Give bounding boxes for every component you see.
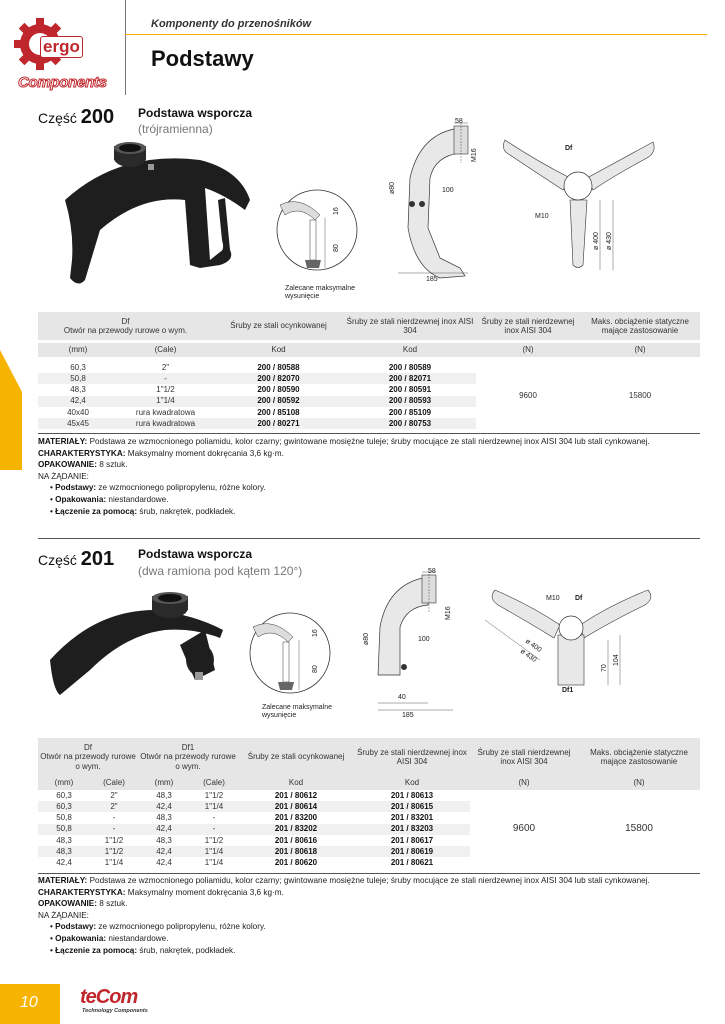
table-row: 60,3 2" 48,3 1"1/2 201 / 80612 201 / 80613 9600 15800 xyxy=(38,790,700,801)
dim-58: 58 xyxy=(455,118,463,125)
dim-80: 80 xyxy=(333,244,340,252)
dim-o430: ø 430 xyxy=(518,647,538,664)
part-201-heading xyxy=(38,548,114,571)
units-row: (mm) (Cale) Kod Kod (N) (N) xyxy=(38,343,700,357)
table-bottom-rule xyxy=(38,873,700,874)
part-201-detail-drawing xyxy=(245,605,335,705)
dim-100: 100 xyxy=(442,187,454,194)
part-200-detail-drawing xyxy=(275,180,360,285)
part-200-side-drawing xyxy=(380,118,485,288)
part-200-table xyxy=(38,312,700,429)
header-zinc: Śruby ze stali ocynkowanej xyxy=(213,312,344,340)
list-item: • Opakowania: niestandardowe. xyxy=(50,494,700,506)
category-label: Komponenty do przenośników xyxy=(151,18,312,30)
logo-components-text: Components xyxy=(18,74,107,91)
table-row: 48,3 1"1/2 200 / 80590 200 / 80591 xyxy=(70,385,432,395)
table-row: 50,8 - 48,3 - 201 / 83200 201 / 83201 xyxy=(56,813,434,823)
dim-16: 16 xyxy=(312,629,319,637)
table-row: 50,8 - 42,4 - 201 / 83202 201 / 83203 xyxy=(38,824,700,835)
dim-80: 80 xyxy=(312,665,319,673)
part-number: 201 xyxy=(80,548,115,570)
header-zinc: Śruby ze stali ocynkowanej xyxy=(238,738,354,776)
dim-o400: ø 400 xyxy=(593,232,600,250)
dim-m16: M16 xyxy=(471,148,478,162)
part-201-caption: Zalecane maksymalne wysunięcie xyxy=(262,704,333,719)
header-inox-code: Śruby ze stali nierdzewnej inox AISI 304 xyxy=(344,312,476,340)
part-201-side-drawing xyxy=(358,565,463,720)
units-row: (mm) (Cale) (mm) (Cale) Kod Kod (N) (N) xyxy=(38,776,700,790)
dim-o400: ø 400 xyxy=(523,637,543,654)
part-200-heading xyxy=(38,106,114,129)
header-df1: Df1 xyxy=(181,742,195,752)
part-200-caption: Zalecane maksymalne wysunięcie xyxy=(285,285,356,300)
load-static: 15800 xyxy=(578,790,700,868)
dim-o430: ø 430 xyxy=(606,232,613,250)
header-df1-sub: Otwór na przewody rurowe o wym. xyxy=(140,752,236,771)
list-item: • Opakowania: niestandardowe. xyxy=(50,933,700,945)
table-row: 45x45 rura kwadratowa 200 / 80271 200 / 80753 xyxy=(38,418,700,429)
list-item: • Podstawy: ze wzmocnionego polipropylenu, różne kolory. xyxy=(50,482,700,494)
header-inox-load: Śruby ze stali nierdzewnej inox AISI 304 xyxy=(476,312,580,340)
section-divider xyxy=(38,538,700,539)
dim-o80: ø80 xyxy=(363,632,370,645)
logo-ergo-text: ergo xyxy=(40,36,83,58)
part-201-top-drawing xyxy=(480,580,660,695)
part-201-table xyxy=(38,738,700,868)
tecom-tagline: Technology Components xyxy=(82,1008,148,1014)
side-tab xyxy=(0,350,22,470)
table-row: 50,8 - 200 / 82070 200 / 82071 xyxy=(38,373,700,384)
header-static: Maks. obciążenie statyczne mające zastosowanie xyxy=(580,312,700,340)
part-200-photo xyxy=(50,140,255,290)
load-static: 15800 xyxy=(580,362,700,429)
part-200-top-drawing xyxy=(495,130,665,280)
part-201-photo xyxy=(45,590,230,700)
tecom-logo: teCom xyxy=(80,986,138,1008)
part-200-title: Podstawa wsporcza xyxy=(138,106,253,120)
dim-m10: M10 xyxy=(546,595,560,602)
table-row: 42,4 1"1/4 42,4 1"1/4 201 / 80620 201 / 80621 xyxy=(56,857,434,867)
dim-o80: ø80 xyxy=(389,181,396,194)
list-item: • Łączenie za pomocą: śrub, nakrętek, podkładek. xyxy=(50,506,700,518)
page-title: Podstawy xyxy=(151,46,254,71)
dim-104: 104 xyxy=(613,654,620,666)
table-row: 48,3 1"1/2 48,3 1"1/2 201 / 80616 201 / 80617 xyxy=(56,835,434,845)
header-df-sub: Otwór na przewody rurowe o wym. xyxy=(63,326,188,335)
dim-16: 16 xyxy=(333,207,340,215)
dim-df: Df xyxy=(565,145,573,152)
header-divider xyxy=(125,0,126,95)
part-201-subtitle: (dwa ramiona pod kątem 120°) xyxy=(138,564,303,578)
dim-70: 70 xyxy=(601,664,608,672)
load-inox: 9600 xyxy=(470,790,578,868)
header-inox-code: Śruby ze stali nierdzewnej inox AISI 304 xyxy=(354,738,470,776)
table-row: 48,3 1"1/2 42,4 1"1/4 201 / 80618 201 / 80619 xyxy=(38,846,700,857)
part-number: 200 xyxy=(80,106,115,128)
load-inox: 9600 xyxy=(476,362,580,429)
page-number: 10 xyxy=(0,984,60,1024)
dim-m16: M16 xyxy=(445,606,452,620)
part-label: Część xyxy=(38,110,77,126)
dim-100: 100 xyxy=(418,636,430,643)
dim-df1: Df1 xyxy=(562,687,574,694)
part-200-subtitle: (trójramienna) xyxy=(138,122,213,136)
dim-58: 58 xyxy=(428,568,436,575)
table-row: 60,3 2" 200 / 80588 200 / 80589 9600 15800 xyxy=(38,362,700,373)
header-df-sub: Otwór na przewody rurowe o wym. xyxy=(40,752,136,771)
part-201-notes: MATERIAŁY: Podstawa ze wzmocnionego poliamidu, kolor czarny; gwintowane mosiężne tuleje; śruby mocujące ze stali nierdzewnej inox AISI 304 lub stali cynkowanej. CHARAKTERYSTYKA: Maksymalny moment dokręcania 3,6 kg·m. OPAKOWANIE: 8 sztuk. NA ŻĄDANIE: • Podstawy: ze wzmocnionego polipropylenu, różne kolory. • Opakowania: niestandardowe. • Łączenie za pomocą: śrub, nakrętek, podkładek. xyxy=(38,875,700,956)
header-inox-load: Śruby ze stali nierdzewnej inox AISI 304 xyxy=(470,738,578,776)
list-item: • Łączenie za pomocą: śrub, nakrętek, podkładek. xyxy=(50,945,700,957)
part-201-title: Podstawa wsporcza xyxy=(138,547,253,561)
dim-40: 40 xyxy=(398,694,406,701)
table-row: 60,3 2" 42,4 1"1/4 201 / 80614 201 / 80615 xyxy=(38,801,700,812)
part-200-notes: MATERIAŁY: Podstawa ze wzmocnionego poliamidu, kolor czarny; gwintowane mosiężne tuleje; śruby mocujące ze stali nierdzewnej inox AISI 304 lub stali cynkowanej. CHARAKTERYSTYKA: Maksymalny moment dokręcania 3,6 kg·m. OPAKOWANIE: 8 sztuk. NA ŻĄDANIE: • Podstawy: ze wzmocnionego polipropylenu, różne kolory. • Opakowania: niestandardowe. • Łączenie za pomocą: śrub, nakrętek, podkładek. xyxy=(38,436,700,517)
header-static: Maks. obciążenie statyczne mające zastosowanie xyxy=(578,738,700,776)
header-df: Df xyxy=(84,742,92,752)
dim-185: 185 xyxy=(402,712,414,719)
header-df: Df xyxy=(121,316,130,326)
table-row: 42,4 1"1/4 200 / 80592 200 / 80593 xyxy=(38,396,700,407)
dim-df: Df xyxy=(575,595,583,602)
part-label: Część xyxy=(38,552,77,568)
list-item: • Podstawy: ze wzmocnionego polipropylenu, różne kolory. xyxy=(50,921,700,933)
header-rule xyxy=(125,34,707,35)
table-row: 40x40 rura kwadratowa 200 / 85108 200 / 85109 xyxy=(67,407,432,417)
dim-185: 185 xyxy=(426,276,438,283)
table-bottom-rule xyxy=(38,433,700,434)
dim-m10: M10 xyxy=(535,213,549,220)
